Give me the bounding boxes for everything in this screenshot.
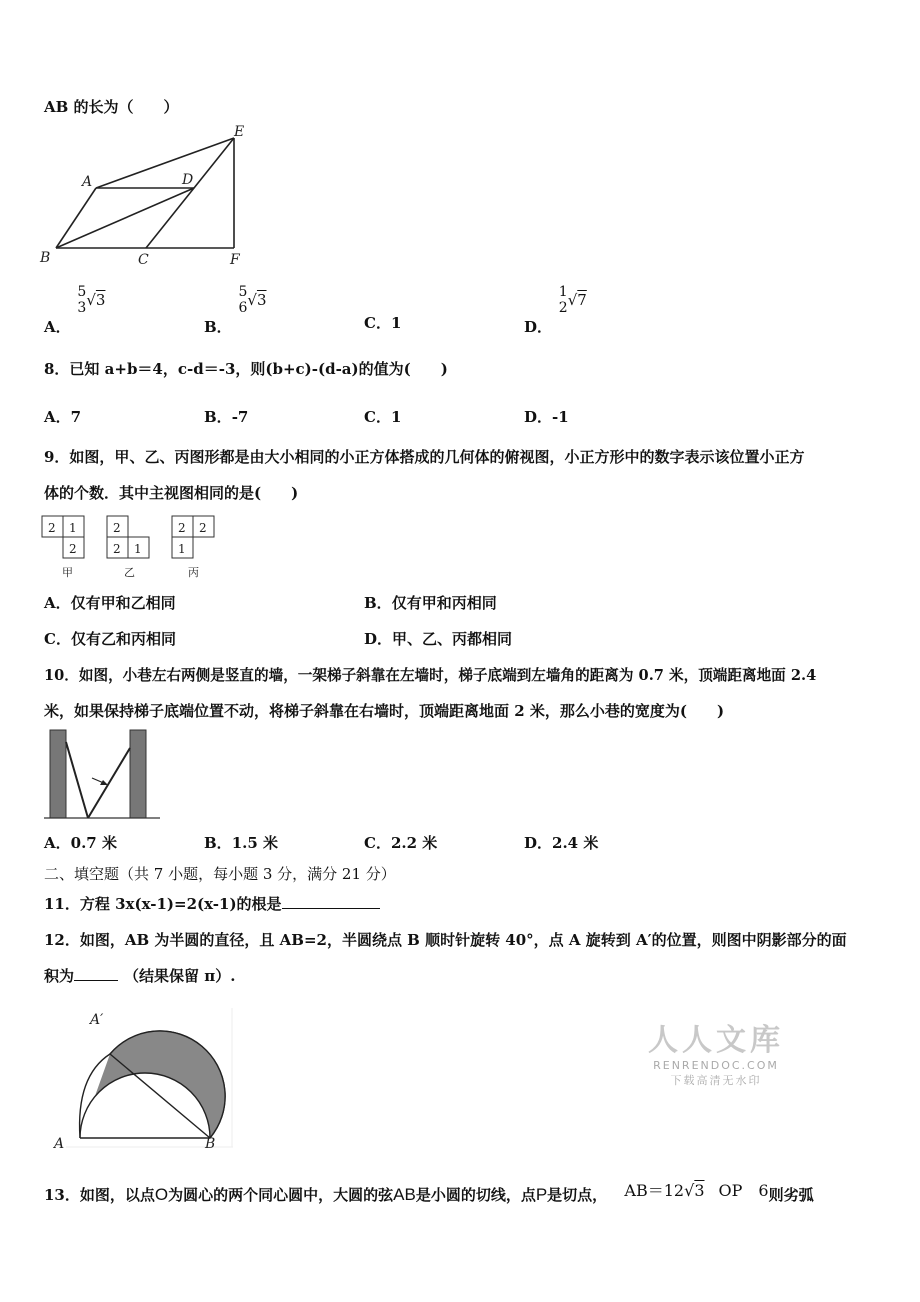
q12-stem-line1: 12．如图，AB 为半圆的直径，且 AB=2，半圆绕点 B 顺时针旋转 40°，点 A 旋转到 A′的位置，则图中阴影部分的面 xyxy=(44,931,847,949)
ladder-right xyxy=(88,748,130,818)
label-c: C xyxy=(138,252,149,268)
label-d: D xyxy=(182,172,194,188)
q12-figure xyxy=(48,1004,238,1152)
cell: 1 xyxy=(134,542,142,556)
q12-answer-blank[interactable] xyxy=(74,966,118,981)
q9-option-c[interactable]: C．仅有乙和丙相同 xyxy=(44,630,176,648)
formula: AB＝12√3 OP 6 xyxy=(624,1181,769,1200)
ladder-left xyxy=(66,742,88,818)
q10-option-d[interactable]: D．2.4 米 xyxy=(524,834,599,852)
q10-figure xyxy=(42,728,164,822)
cell: 2 xyxy=(113,542,121,556)
label-a: A xyxy=(54,1136,65,1152)
q13-stem: 13．如图，以点O为圆心的两个同心圆中，大圆的弦AB是小圆的切线，点P是切点， AB＝12√3 OP 6则劣弧 xyxy=(44,1181,814,1204)
figure-label-jia: 甲 xyxy=(62,566,73,579)
label-f: F xyxy=(230,252,240,268)
cell: 2 xyxy=(69,542,77,556)
q9-option-a[interactable]: A．仅有甲和乙相同 xyxy=(44,594,176,612)
q7-option-c[interactable]: C．1 xyxy=(364,314,402,332)
cell: 2 xyxy=(199,521,207,535)
q8-option-d[interactable]: D．-1 xyxy=(524,408,569,426)
q8-option-b[interactable]: B．-7 xyxy=(204,408,249,426)
q11-stem: 11．方程 3x(x-1)=2(x-1)的根是 xyxy=(44,895,282,913)
q10-stem-line2: 米，如果保持梯子底端位置不动，将梯子斜靠在右墙时，顶端距离地面 2 米，那么小巷的宽度为( ) xyxy=(44,702,725,720)
q10-option-c[interactable]: C．2.2 米 xyxy=(364,834,438,852)
cell: 2 xyxy=(113,521,121,535)
fraction: 5 3 xyxy=(77,284,87,316)
q10-option-a[interactable]: A．0.7 米 xyxy=(44,834,117,852)
section-2-heading: 二、填空题（共 7 小题，每小题 3 分，满分 21 分） xyxy=(44,865,396,883)
label-e: E xyxy=(234,124,245,140)
right-wall xyxy=(130,730,146,818)
label-b: B xyxy=(40,250,51,266)
cell: 2 xyxy=(48,521,56,535)
q7-stem-tail: AB 的长为（ ） xyxy=(44,98,179,116)
q8-option-a[interactable]: A．7 xyxy=(44,408,82,426)
q10-stem-line1: 10．如图，小巷左右两侧是竖直的墙，一架梯子斜靠在左墙时，梯子底端到左墙角的距离为 0.7 米，顶端距离地面 2.4 xyxy=(44,667,817,684)
q7-figure xyxy=(38,122,258,270)
q12-stem-line2: 积为 （结果保留 π）. xyxy=(44,967,236,985)
label-a: A xyxy=(82,174,93,190)
label-a-prime: A′ xyxy=(90,1012,104,1028)
figure-label-bing: 丙 xyxy=(188,566,199,579)
watermark xyxy=(648,1015,784,1088)
q11 xyxy=(44,893,380,914)
q9-figures xyxy=(40,514,230,580)
cell: 1 xyxy=(69,521,77,535)
q9-option-d[interactable]: D．甲、乙、丙都相同 xyxy=(364,630,513,648)
figure-label-yi: 乙 xyxy=(124,566,135,579)
q9-stem-line1: 9．如图，甲、乙、丙图形都是由大小相同的小正方体搭成的几何体的俯视图，小正方形中的数字表示该位置小正方 xyxy=(44,448,805,466)
cell: 1 xyxy=(178,542,186,556)
watermark-title: 人人文库 xyxy=(648,1023,784,1058)
q7-option-a[interactable]: A． 5 3 √3 xyxy=(44,284,106,336)
fraction: 1 2 xyxy=(558,284,568,316)
left-wall xyxy=(50,730,66,818)
cell: 2 xyxy=(178,521,186,535)
q10-option-b[interactable]: B．1.5 米 xyxy=(204,834,279,852)
q9-option-b[interactable]: B．仅有甲和丙相同 xyxy=(364,594,497,612)
q11-answer-blank[interactable] xyxy=(282,894,380,909)
q7-option-b[interactable]: B． 5 6 √3 xyxy=(204,284,267,336)
watermark-slogan: 下载高清无水印 xyxy=(670,1074,762,1087)
q8-option-c[interactable]: C．1 xyxy=(364,408,402,426)
q7-option-d[interactable]: D． 1 2 √7 xyxy=(524,284,587,336)
q8-stem: 8．已知 a+b＝4，c-d＝-3，则(b+c)-(d-a)的值为( ) xyxy=(44,360,448,378)
label-b: B xyxy=(205,1136,216,1152)
q9-stem-line2: 体的个数．其中主视图相同的是( ) xyxy=(44,484,299,502)
watermark-domain: RENRENDOC.COM xyxy=(653,1059,779,1072)
fraction: 5 6 xyxy=(238,284,248,316)
